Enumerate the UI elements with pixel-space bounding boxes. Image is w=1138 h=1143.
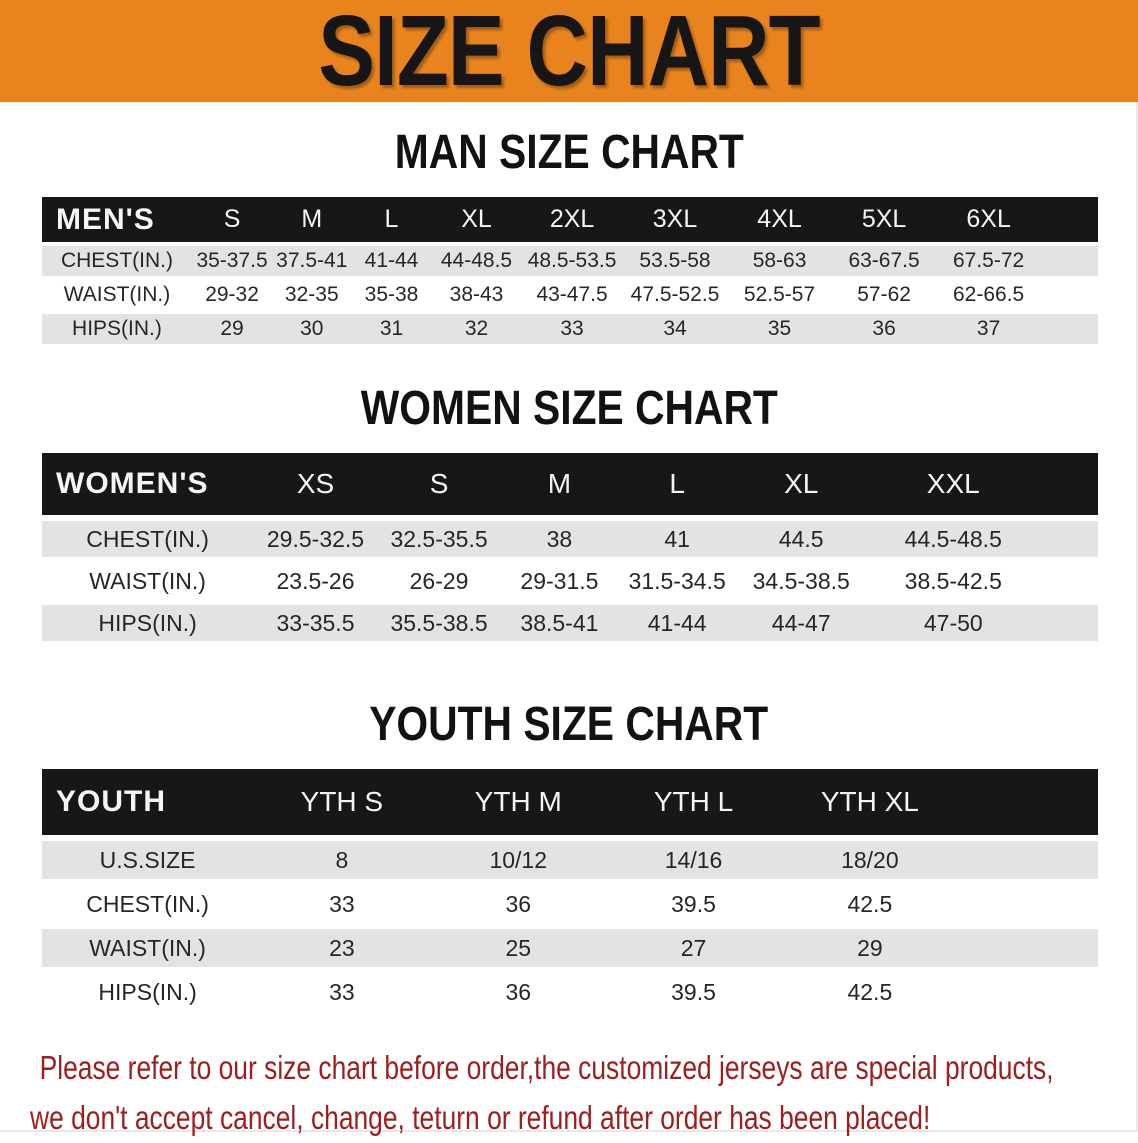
women-size-table: [42, 447, 1098, 647]
size-value: 8: [253, 841, 430, 879]
size-value: 35.5-38.5: [378, 605, 500, 641]
man-section-heading-text: MAN SIZE CHART: [394, 126, 744, 179]
size-value: 33-35.5: [253, 605, 378, 641]
disclaimer-note: [30, 1043, 1138, 1143]
size-value: 35: [727, 314, 832, 344]
size-value: 36: [505, 890, 532, 917]
header-spacer-cell: [1041, 197, 1098, 242]
size-value: 58-63: [727, 246, 832, 276]
size-value: 67.5-72: [936, 246, 1041, 276]
table-row: [42, 605, 1098, 641]
table-corner-label: WOMEN'S: [42, 453, 253, 515]
size-value: 33: [329, 890, 355, 917]
table-row: [42, 314, 1098, 344]
size-column-header: 5XL: [832, 197, 937, 242]
measurement-label: WAIST(IN.): [42, 929, 253, 967]
size-value: 34.5-38.5: [752, 567, 850, 594]
size-value: 36: [832, 314, 937, 344]
size-value: 29-32: [205, 283, 259, 306]
size-value: 23: [253, 929, 430, 967]
size-value: 23.5-26: [276, 567, 355, 594]
section-man: [0, 126, 1138, 348]
banner-title: SIZE CHART: [318, 0, 820, 102]
size-value: 35-37.5: [192, 246, 272, 276]
size-value: 29.5-32.5: [253, 521, 378, 557]
size-column-header: S: [378, 453, 500, 515]
size-value: 35-38: [364, 283, 419, 306]
size-value: 33: [521, 314, 622, 344]
row-spacer-cell: [959, 885, 1098, 923]
size-value: 29-31.5: [520, 567, 599, 594]
size-value: 38-43: [449, 283, 504, 306]
size-value: 44.5-48.5: [867, 521, 1040, 557]
table-corner-label: MEN'S: [42, 197, 192, 242]
row-spacer-cell: [1040, 605, 1098, 641]
size-value: 42.5: [847, 890, 893, 917]
size-value: 37: [936, 314, 1041, 344]
size-column-header: S: [192, 197, 272, 242]
size-value: 52.5-57: [743, 283, 816, 306]
table-header-row: [42, 769, 1098, 835]
size-value: 32-35: [284, 283, 339, 306]
header-spacer-cell: [1040, 453, 1098, 515]
size-column-header: L: [619, 453, 736, 515]
table-row: [42, 929, 1098, 967]
table-row: [42, 563, 1098, 599]
size-column-header: L: [351, 197, 431, 242]
men-size-table: [42, 193, 1098, 348]
size-value: 41-44: [351, 246, 431, 276]
table-row: [42, 246, 1098, 276]
size-column-header: M: [272, 197, 351, 242]
row-spacer-cell: [1041, 314, 1098, 344]
measurement-label: CHEST(IN.): [42, 521, 253, 557]
size-column-header: XL: [736, 453, 867, 515]
women-section-heading-text: WOMEN SIZE CHART: [360, 382, 778, 435]
measurement-label: U.S.SIZE: [42, 841, 253, 879]
size-value: 31: [351, 314, 431, 344]
size-value: 31.5-34.5: [628, 567, 726, 594]
size-column-header: 2XL: [521, 197, 622, 242]
row-spacer-cell: [1040, 521, 1098, 557]
youth-section-heading-text: YOUTH SIZE CHART: [369, 698, 769, 751]
section-youth: [0, 698, 1138, 1017]
measurement-label: HIPS(IN.): [42, 605, 253, 641]
size-value: 41-44: [619, 605, 736, 641]
size-value: 44-48.5: [432, 246, 522, 276]
size-value: 62-66.5: [952, 283, 1025, 306]
disclaimer-line-1: Please refer to our size chart before order,the customized jerseys are special products,: [39, 1049, 1054, 1086]
size-value: 27: [606, 929, 781, 967]
row-spacer-cell: [959, 841, 1098, 879]
size-value: 39.5: [671, 890, 716, 917]
size-column-header: YTH XL: [781, 769, 958, 835]
disclaimer-line-2: we don't accept cancel, change, teturn or refund after order has been placed!: [30, 1099, 931, 1136]
size-column-header: YTH L: [606, 769, 781, 835]
size-value: 25: [431, 929, 606, 967]
size-column-header: YTH M: [431, 769, 606, 835]
size-value: 36: [505, 978, 532, 1005]
size-value: 47-50: [867, 605, 1040, 641]
size-column-header: XXL: [867, 453, 1040, 515]
size-value: 26-29: [409, 567, 469, 594]
measurement-label: HIPS(IN.): [42, 314, 192, 344]
table-corner-label: YOUTH: [42, 769, 253, 835]
measurement-label: WAIST(IN.): [89, 567, 206, 594]
table-row: [42, 521, 1098, 557]
row-spacer-cell: [959, 973, 1098, 1011]
size-value: 38.5-41: [500, 605, 618, 641]
size-value: 41: [619, 521, 736, 557]
table-row: [42, 280, 1098, 310]
youth-section-heading: [0, 698, 1138, 751]
size-value: 32: [432, 314, 522, 344]
man-section-heading: [0, 126, 1138, 179]
section-women: [0, 382, 1138, 647]
row-spacer-cell: [1040, 563, 1098, 599]
table-row: [42, 841, 1098, 879]
row-spacer-cell: [959, 929, 1098, 967]
size-value: 48.5-53.5: [521, 246, 622, 276]
youth-size-table: [42, 763, 1098, 1017]
row-spacer-cell: [1041, 280, 1098, 310]
size-value: 38: [500, 521, 618, 557]
size-value: 10/12: [431, 841, 606, 879]
size-value: 32.5-35.5: [378, 521, 500, 557]
size-column-header: 3XL: [623, 197, 728, 242]
size-column-header: M: [500, 453, 618, 515]
size-value: 37.5-41: [272, 246, 351, 276]
size-value: 44-47: [736, 605, 867, 641]
table-header-row: [42, 453, 1098, 515]
size-value: 14/16: [606, 841, 781, 879]
size-value: 34: [623, 314, 728, 344]
size-value: 44.5: [736, 521, 867, 557]
size-value: 33: [329, 978, 355, 1005]
size-value: 38.5-42.5: [904, 567, 1002, 594]
size-chart-banner: [0, 0, 1138, 102]
table-row: [42, 885, 1098, 923]
size-column-header: 6XL: [936, 197, 1041, 242]
row-spacer-cell: [1041, 246, 1098, 276]
size-value: 63-67.5: [832, 246, 937, 276]
measurement-label: CHEST(IN.): [42, 246, 192, 276]
table-row: [42, 973, 1098, 1011]
size-value: 39.5: [671, 978, 716, 1005]
size-column-header: XS: [253, 453, 378, 515]
size-value: 47.5-52.5: [630, 283, 720, 306]
measurement-label: CHEST(IN.): [86, 890, 209, 917]
header-spacer-cell: [959, 769, 1098, 835]
size-column-header: 4XL: [727, 197, 832, 242]
size-value: 53.5-58: [623, 246, 728, 276]
size-value: 29: [781, 929, 958, 967]
size-value: 42.5: [847, 978, 893, 1005]
size-value: 57-62: [857, 283, 911, 306]
size-column-header: XL: [432, 197, 522, 242]
size-value: 29: [192, 314, 272, 344]
measurement-label: HIPS(IN.): [98, 978, 197, 1005]
women-section-heading: [0, 382, 1138, 435]
size-value: 30: [272, 314, 351, 344]
size-value: 43-47.5: [536, 283, 608, 306]
measurement-label: WAIST(IN.): [63, 283, 171, 306]
table-header-row: [42, 197, 1098, 242]
size-value: 18/20: [781, 841, 958, 879]
size-column-header: YTH S: [253, 769, 430, 835]
